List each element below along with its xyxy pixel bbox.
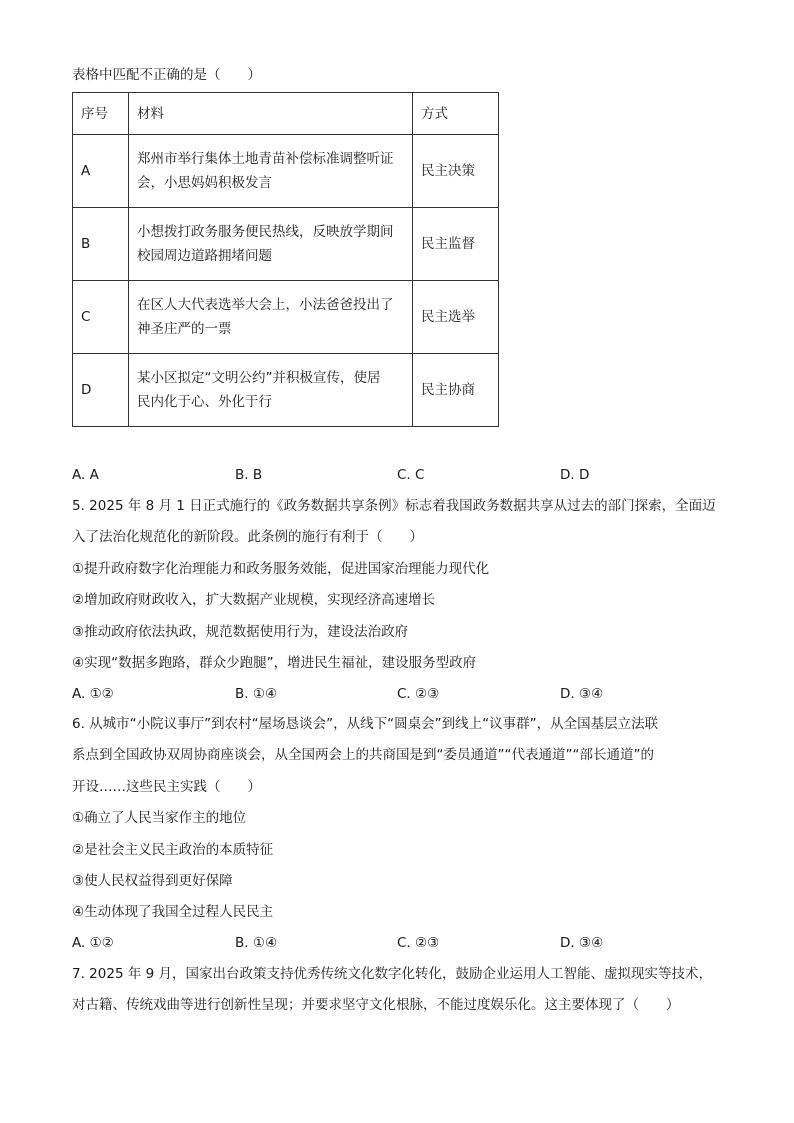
table-row (73, 354, 499, 427)
q7-stem-line: 对古籍、传统戏曲等进行创新性呈现；并要求坚守文化根脉，不能过度娱乐化。这主要体现了（ ） (72, 997, 680, 1013)
q6-option-a: A. ①② (72, 935, 114, 951)
q5-options (72, 684, 732, 704)
q5-option-d: D. ③④ (560, 686, 604, 702)
q6-item-2: ②是社会主义民主政治的本质特征 (72, 842, 274, 858)
q6-option-c: C. ②③ (397, 935, 440, 951)
q5-option-a: A. ①② (72, 686, 114, 702)
table-row (73, 208, 499, 281)
row-material (129, 354, 413, 427)
q6-item-1: ①确立了人民当家作主的地位 (72, 810, 247, 826)
q5-option-b: B. ①④ (235, 686, 278, 702)
q7-stem-line: 7. 2025 年 9 月，国家出台政策支持优秀传统文化数字化转化，鼓励企业运用人工智能、虚拟现实等技术， (72, 966, 712, 982)
header-material: 材料 (129, 93, 413, 135)
row-material (129, 208, 413, 281)
row-method: 民主选举 (413, 281, 499, 354)
q6-stem-line: 6. 从城市“小院议事厅”到农村“屋场恳谈会”，从线下“圆桌会”到线上“议事群”，从全国基层立法联 (72, 716, 659, 732)
q5-stem-line: 5. 2025 年 8 月 1 日正式施行的《政务数据共享条例》标志着我国政务数据共享从过去的部门探索，全面迈 (72, 498, 716, 514)
q6-item-3: ③使人民权益得到更好保障 (72, 873, 233, 889)
material-line: 郑州市举行集体土地青苗补偿标准调整听证 (137, 151, 394, 167)
material-line: 在区人大代表选举大会上，小法爸爸投出了 (137, 297, 394, 313)
header-method: 方式 (413, 93, 499, 135)
q4-option-a: A. A (72, 467, 99, 483)
q5-option-c: C. ②③ (397, 686, 440, 702)
table-row (73, 135, 499, 208)
q6-item-4: ④生动体现了我国全过程人民民主 (72, 904, 274, 920)
row-id: A (73, 135, 129, 208)
material-line: 小想拨打政务服务便民热线，反映放学期间 (137, 224, 394, 240)
q4-option-b: B. B (235, 467, 263, 483)
material-line: 会，小思妈妈积极发言 (137, 175, 272, 191)
row-material (129, 281, 413, 354)
table-row (73, 281, 499, 354)
header-number: 序号 (73, 93, 129, 135)
q6-stem-line: 开设……这些民主实践（ ） (72, 779, 261, 795)
q4-option-d: D. D (560, 467, 590, 483)
row-method: 民主决策 (413, 135, 499, 208)
table-header-row (73, 93, 499, 135)
q5-item-1: ①提升政府数字化治理能力和政务服务效能，促进国家治理能力现代化 (72, 561, 490, 577)
row-method: 民主监督 (413, 208, 499, 281)
q4-options (72, 465, 732, 485)
q6-options (72, 933, 732, 953)
row-id: D (73, 354, 129, 427)
row-material (129, 135, 413, 208)
q5-stem-line: 入了法治化规范化的新阶段。此条例的施行有利于（ ） (72, 529, 423, 545)
material-line: 校园周边道路拥堵问题 (137, 248, 272, 264)
q4-option-c: C. C (397, 467, 425, 483)
q6-option-b: B. ①④ (235, 935, 278, 951)
q5-item-4: ④实现“数据多跑路，群众少跑腿”，增进民生福祉，建设服务型政府 (72, 655, 477, 671)
material-line: 某小区拟定“文明公约”并积极宣传，使居 (137, 370, 381, 386)
q6-stem-line: 系点到全国政协双周协商座谈会，从全国两会上的共商国是到“委员通道”“代表通道”“部长通道”的 (72, 747, 654, 763)
q5-item-2: ②增加政府财政收入，扩大数据产业规模，实现经济高速增长 (72, 592, 436, 608)
row-id: C (73, 281, 129, 354)
matching-table (72, 92, 499, 427)
q5-item-3: ③推动政府依法执政，规范数据使用行为，建设法治政府 (72, 624, 409, 640)
table-intro: 表格中匹配不正确的是（ ） (72, 67, 261, 83)
row-id: B (73, 208, 129, 281)
material-line: 民内化于心、外化于行 (137, 394, 272, 410)
row-method: 民主协商 (413, 354, 499, 427)
q6-option-d: D. ③④ (560, 935, 604, 951)
material-line: 神圣庄严的一票 (137, 321, 232, 337)
